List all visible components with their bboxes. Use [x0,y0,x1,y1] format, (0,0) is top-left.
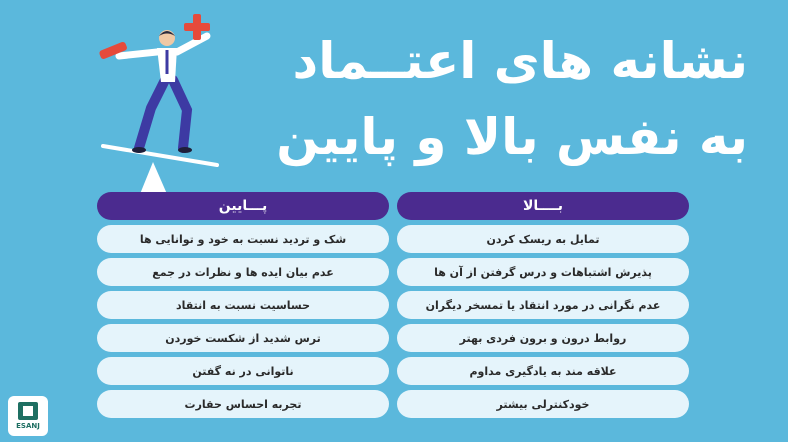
high-item: علاقه مند به یادگیری مداوم [397,357,689,385]
low-item: ناتوانی در نه گفتن [97,357,389,385]
low-item: عدم بیان ایده ها و نظرات در جمع [97,258,389,286]
low-item: تجربه احساس حقارت [97,390,389,418]
low-item: حساسیت نسبت به انتقاد [97,291,389,319]
high-column [397,0,689,418]
esanj-logo [8,396,48,436]
high-heading: بــــالا [397,192,689,220]
low-column [97,0,389,418]
high-item: پذیرش اشتباهات و درس گرفتن از آن ها [397,258,689,286]
logo-icon [18,402,38,420]
high-item: روابط درون و برون فردی بهتر [397,324,689,352]
low-heading: پـــایین [97,192,389,220]
low-item: شک و تردید نسبت به خود و توانایی ها [97,225,389,253]
low-item: ترس شدید از شکست خوردن [97,324,389,352]
logo-text: ESANJ [16,422,40,430]
high-item: عدم نگرانی در مورد انتقاد یا تمسخر دیگران [397,291,689,319]
page-title-line1: نشانه های اعتــماد [292,32,748,90]
high-item: خودکنترلی بیشتر [397,390,689,418]
page-title-line2: به نفس بالا و پایین [276,108,748,166]
high-item: تمایل به ریسک کردن [397,225,689,253]
